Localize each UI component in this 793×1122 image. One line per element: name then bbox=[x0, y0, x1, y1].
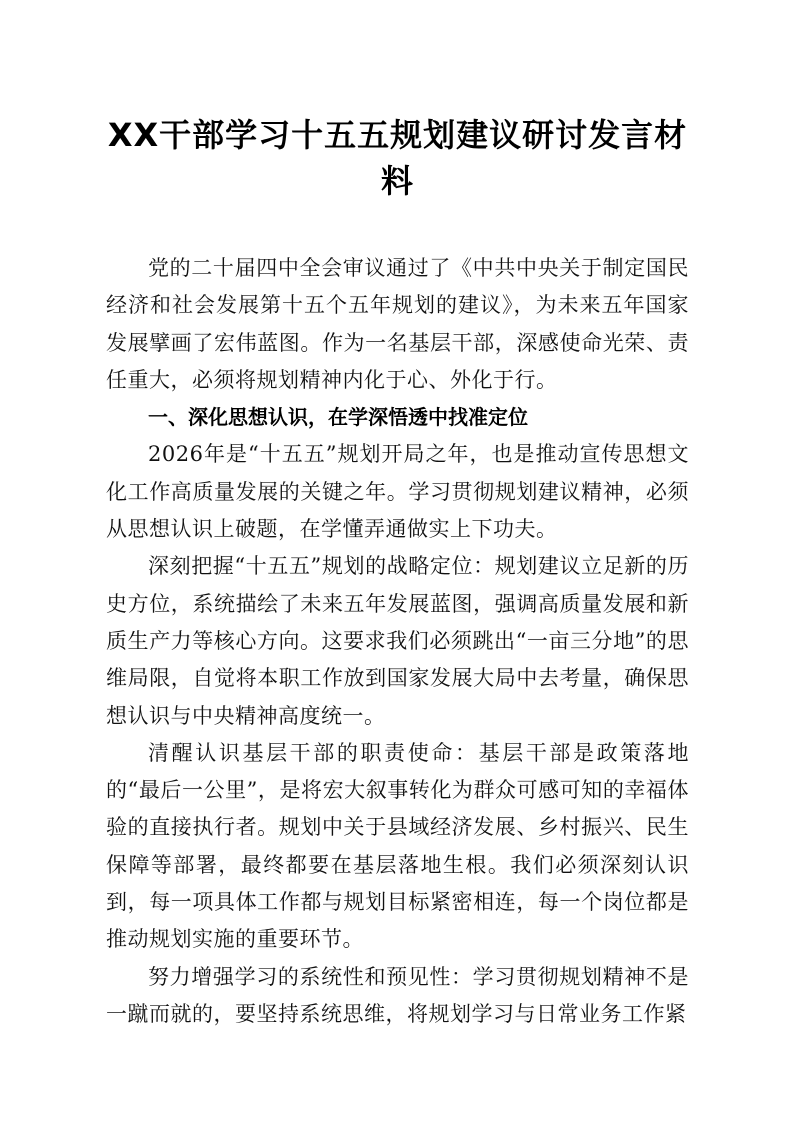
paragraph-strategic-position: 深刻把握“十五五”规划的战略定位：规划建议立足新的历史方位，系统描绘了未来五年发展蓝图，强调高质量发展和新质生产力等核心方向。这要求我们必须跳出“一亩三分地”的思维局限，自觉将本职工作放到国家发展大局中去考量，确保思想认识与中央精神高度统一。 bbox=[106, 554, 689, 728]
section-heading-1: 一、深化思想认识，在学深悟透中找准定位 bbox=[148, 405, 528, 430]
document-body bbox=[106, 250, 689, 1033]
paragraph-grassroots-mission: 清醒认识基层干部的职责使命：基层干部是政策落地的“最后一公里”，是将宏大叙事转化为群众可感可知的幸福体验的直接执行者。规划中关于县域经济发展、乡村振兴、民生保障等部署，最终都要在基层落地生根。我们必须深刻认识到，每一项具体工作都与规划目标紧密相连，每一个岗位都是推动规划实施的重要环节。 bbox=[106, 740, 689, 952]
document-title: XX干部学习十五五规划建议研讨发言材料 bbox=[107, 116, 688, 200]
paragraph-systematic-learning: 努力增强学习的系统性和预见性：学习贯彻规划精神不是一蹴而就的，要坚持系统思维，将规划学习与日常业务工作紧 bbox=[106, 964, 689, 1026]
paragraph-intro: 党的二十届四中全会审议通过了《中共中央关于制定国民经济和社会发展第十五个五年规划的建议》，为未来五年国家发展擘画了宏伟蓝图。作为一名基层干部，深感使命光荣、责任重大，必须将规划精神内化于心、外化于行。 bbox=[106, 256, 689, 392]
paragraph-opening-year: 2026年是“十五五”规划开局之年，也是推动宣传思想文化工作高质量发展的关键之年。学习贯彻规划建议精神，必须从思想认识上破题，在学懂弄通做实上下功夫。 bbox=[106, 442, 689, 542]
